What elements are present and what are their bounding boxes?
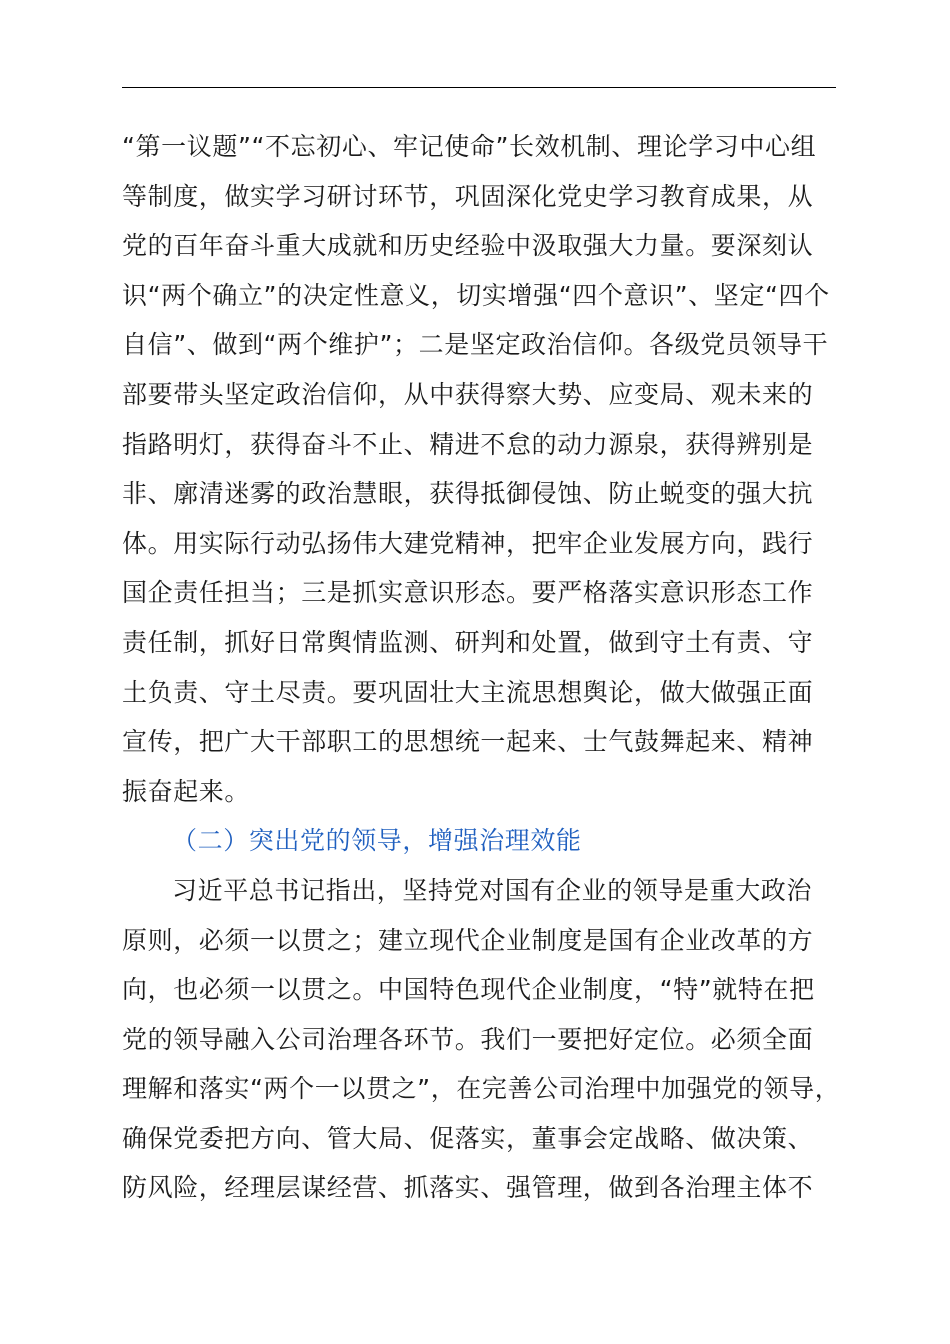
section-heading: （二）突出党的领导，增强治理效能: [172, 826, 582, 856]
text-line: 国企责任担当；三是抓实意识形态。要严格落实意识形态工作: [122, 578, 814, 608]
text-line: 振奋起来。: [122, 776, 251, 806]
text-line: “第一议题”“不忘初心、牢记使命”长效机制、理论学习中心组: [122, 132, 817, 161]
text-line: 习近平总书记指出，坚持党对国有企业的领导是重大政治: [172, 875, 813, 905]
text-line: 指路明灯，获得奋斗不止、精进不怠的动力源泉，获得辨别是: [122, 429, 814, 459]
text-line: 确保党委把方向、管大局、促落实，董事会定战略、做决策、: [122, 1123, 814, 1153]
body-text: [122, 122, 862, 1213]
text-line: 党的领导融入公司治理各环节。我们一要把好定位。必须全面: [122, 1024, 814, 1054]
text-line: 土负责、守土尽责。要巩固壮大主流思想舆论，做大做强正面: [122, 677, 814, 707]
text-line: 非、廓清迷雾的政治慧眼，获得抵御侵蚀、防止蜕变的强大抗: [122, 479, 814, 509]
text-line: 部要带头坚定政治信仰，从中获得察大势、应变局、观未来的: [122, 379, 814, 409]
text-line: 宣传，把广大干部职工的思想统一起来、士气鼓舞起来、精神: [122, 727, 814, 757]
text-line: 等制度，做实学习研讨环节，巩固深化党史学习教育成果，从: [122, 181, 814, 211]
text-line: 党的百年奋斗重大成就和历史经验中汲取强大力量。要深刻认: [122, 231, 814, 261]
text-line: 识“两个确立”的决定性意义，切实增强“四个意识”、坚定“四个: [122, 280, 830, 310]
text-line: 理解和落实“两个一以贯之”，在完善公司治理中加强党的领导，: [122, 1074, 841, 1104]
text-line: 防风险，经理层谋经营、抓落实、强管理，做到各治理主体不: [122, 1173, 814, 1203]
text-line: 原则，必须一以贯之；建立现代企业制度是国有企业改革的方: [122, 925, 814, 955]
text-line: 责任制，抓好日常舆情监测、研判和处置，做到守土有责、守: [122, 627, 814, 657]
text-line: 自信”、做到“两个维护”；二是坚定政治信仰。各级党员领导干: [122, 330, 829, 360]
text-line: 体。用实际行动弘扬伟大建党精神，把牢企业发展方向，践行: [122, 528, 814, 558]
text-line: 向，也必须一以贯之。中国特色现代企业制度，“特”就特在把: [122, 975, 815, 1005]
header-rule: [122, 87, 836, 88]
